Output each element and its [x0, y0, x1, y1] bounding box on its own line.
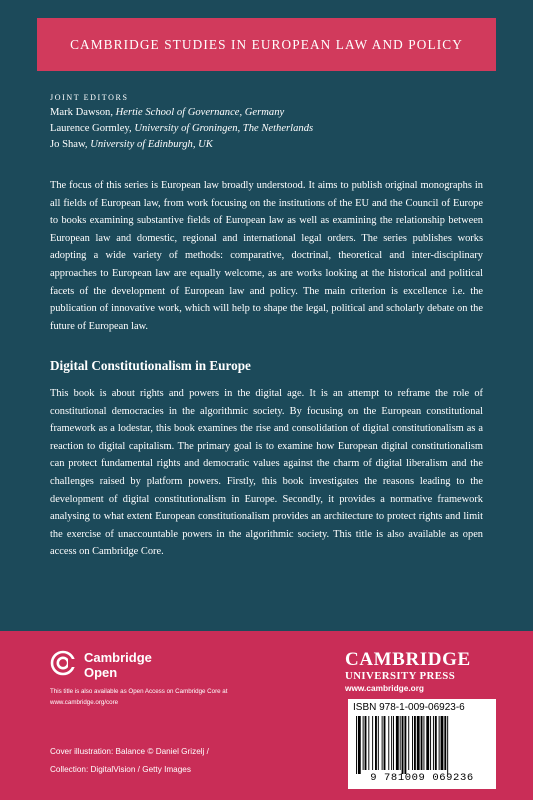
editor-entry	[50, 121, 490, 137]
series-description: The focus of this series is European law broadly understood. It aims to publish original monographs in all fields of European law, from work focusing on the institutions of the EU and the Council of Europe to books examining substantive fields of European law as well as examining the relationship between European law and domestic, regional and international legal orders. The series publishes works adopting a wide variety of methods: comparative, doctrinal, theoretical and inter-disciplinary approaches to European law are equally welcome, as are works looking at the historical and political facets of the development of European law and policy. The main criterion is excellence i.e. the publication of innovative work, which will help to shape the legal, political and scholarly debate on the future of European law.	[50, 180, 483, 332]
barcode-bar	[435, 716, 437, 770]
barcode-bar	[421, 716, 423, 770]
editors-heading: JOINT EDITORS	[50, 93, 129, 102]
barcode-bar	[439, 716, 440, 770]
barcode-bar	[441, 716, 444, 770]
isbn-label: ISBN 978-1-009-06923-6	[353, 702, 465, 713]
cambridge-open-wordmark	[84, 651, 152, 680]
barcode-bar	[378, 716, 379, 770]
barcode-bar	[412, 716, 413, 770]
barcode-bar	[400, 716, 401, 770]
ean-digits: 9 781009 069236	[370, 772, 474, 784]
barcode-bar	[414, 716, 416, 770]
cambridge-open-logo	[50, 650, 200, 684]
editor-affiliation: Hertie School of Governance, Germany	[115, 107, 285, 118]
cover-credit	[50, 743, 270, 779]
open-access-note: This title is also available as Open Access on Cambridge Core at www.cambridge.org/core	[50, 688, 228, 706]
barcode-bar	[363, 716, 364, 770]
barcode-bar	[444, 716, 446, 770]
joint-editors	[50, 93, 490, 153]
editor-affiliation: University of Groningen, The Netherlands	[134, 123, 314, 134]
barcode-bar	[365, 716, 367, 770]
barcode-box	[348, 699, 496, 789]
barcode-bar	[358, 716, 361, 774]
barcode-bar	[404, 716, 406, 774]
barcode-bar	[375, 716, 377, 770]
open-logo-line1: Cambridge	[84, 650, 152, 665]
barcode-bar	[372, 716, 373, 770]
barcode-bar	[356, 716, 357, 774]
book-title: Digital Constitutionalism in Europe	[50, 358, 251, 373]
barcode-bar	[402, 716, 404, 774]
series-title: CAMBRIDGE STUDIES IN EUROPEAN LAW AND POLICY	[70, 36, 463, 52]
publisher-url: www.cambridge.org	[345, 683, 424, 693]
publisher-name: CAMBRIDGE	[345, 649, 471, 670]
barcode-bar	[447, 716, 448, 774]
editor-name: Mark Dawson,	[50, 107, 113, 118]
barcode-bar	[368, 716, 369, 770]
barcode-bar	[388, 716, 389, 770]
barcode-icon	[352, 716, 492, 774]
series-banner	[37, 18, 496, 71]
barcode-bar	[423, 716, 424, 770]
editor-affiliation: University of Edinburgh, UK	[90, 139, 213, 150]
editor-name: Laurence Gormley,	[50, 123, 132, 134]
barcode-bar	[426, 716, 429, 770]
editor-entry	[50, 105, 490, 121]
cambridge-university-press-logo	[345, 650, 495, 694]
editor-entry	[50, 137, 490, 153]
publisher-press: UNIVERSITY PRESS	[345, 670, 456, 682]
cambridge-open-icon	[50, 650, 76, 676]
barcode-bar	[408, 716, 409, 770]
cover-credit-line2: Collection: DigitalVision / Getty Images	[50, 765, 191, 774]
barcode-bar	[391, 716, 392, 770]
barcode-bar	[396, 716, 399, 770]
barcode-bar	[384, 716, 386, 770]
barcode-bar	[417, 716, 420, 770]
open-logo-line2: Open	[84, 664, 118, 680]
editor-name: Jo Shaw,	[50, 139, 88, 150]
barcode-bar	[393, 716, 394, 770]
barcode-bar	[382, 716, 383, 770]
book-description: This book is about rights and powers in the digital age. It is an attempt to reframe the role of constitutional democracies in the algorithmic society. By focusing on the European constitutional framework as a lodestar, this book examines the rise and consolidation of digital constitutionalism as a reaction to digital capitalism. The primary goal is to examine how European digital constitutionalism can protect fundamental rights and democratic values against the charm of digital liberalism and the challenges raised by platform powers. Firstly, this book investigates the reasons leading to the development of digital constitutionalism in Europe. Secondly, it provides a normative framework analysing to what extent European constitutionalism provides an architecture to protect rights and limit the exercise of unaccountable powers in the algorithmic society. This title is also available as open access on Cambridge Core.	[50, 388, 483, 558]
cover-credit-line1: Cover illustration: Balance © Daniel Grizelj /	[50, 747, 209, 756]
barcode-bar	[430, 716, 431, 770]
barcode-bar	[433, 716, 434, 770]
